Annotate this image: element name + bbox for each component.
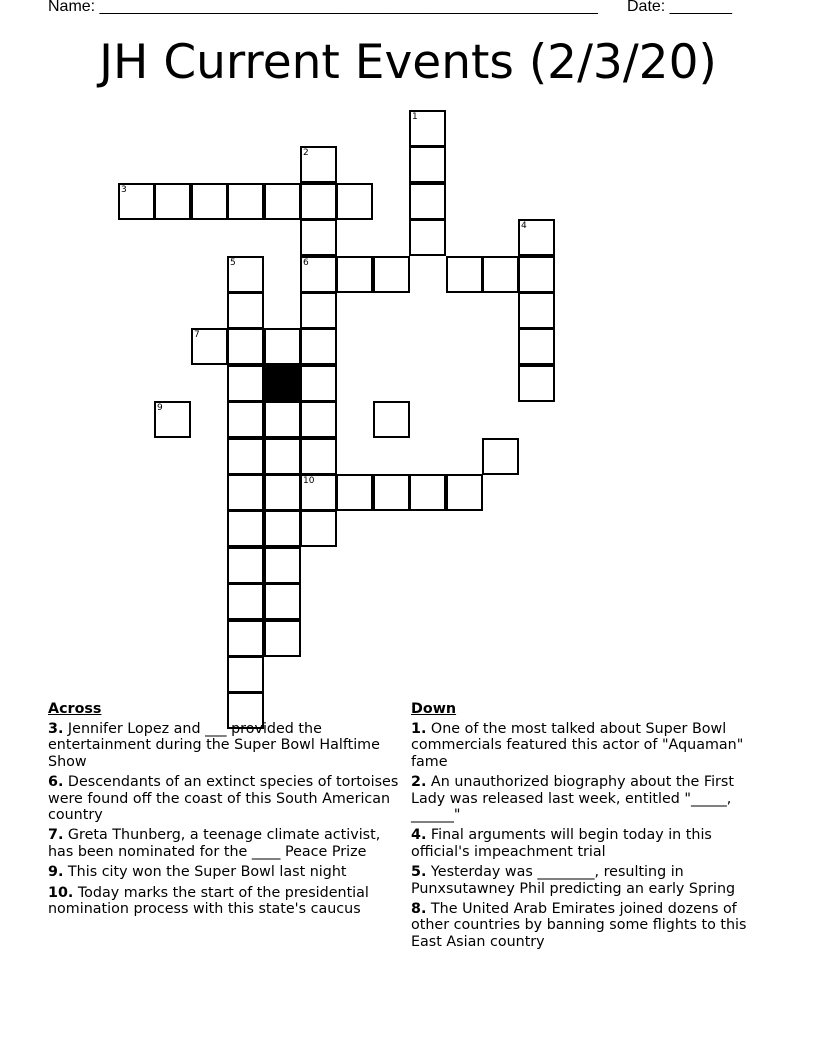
grid-cell[interactable] (118, 183, 155, 220)
grid-cell[interactable] (264, 183, 301, 220)
clue-number: 10. (48, 884, 74, 901)
grid-cell[interactable] (300, 438, 337, 475)
grid-cell[interactable] (446, 474, 483, 511)
clue-down-2 (411, 774, 771, 823)
grid-cell[interactable] (518, 292, 555, 329)
clue-number-label: 9 (157, 403, 163, 413)
grid-cell[interactable] (227, 365, 264, 402)
grid-cell[interactable] (300, 256, 337, 293)
grid-block (264, 365, 301, 402)
clue-text: Today marks the start of the presidential nomination process with this state's caucus (48, 884, 369, 918)
grid-cell[interactable] (373, 474, 410, 511)
grid-cell[interactable] (227, 474, 264, 511)
name-field-label: Name: ________________________________________________________ (48, 0, 598, 15)
grid-cell[interactable] (300, 401, 337, 438)
clue-text: This city won the Super Bowl last night (63, 864, 347, 881)
grid-cell[interactable] (336, 256, 373, 293)
grid-cell[interactable] (227, 401, 264, 438)
clue-text: One of the most talked about Super Bowl commercials featured this actor of "Aquaman" fame (411, 721, 744, 770)
grid-cell[interactable] (227, 256, 264, 293)
grid-cell[interactable] (227, 438, 264, 475)
grid-cell[interactable] (300, 146, 337, 183)
grid-cell[interactable] (518, 328, 555, 365)
grid-cell[interactable] (336, 474, 373, 511)
clue-across-3 (48, 721, 408, 770)
clue-number: 8. (411, 901, 427, 918)
grid-cell[interactable] (300, 183, 337, 220)
grid-cell[interactable] (264, 510, 301, 547)
grid-cell[interactable] (518, 219, 555, 256)
grid-cell[interactable] (373, 401, 410, 438)
clue-number-label: 7 (194, 330, 200, 340)
clue-number: 7. (48, 827, 64, 844)
down-heading: Down (411, 701, 457, 717)
grid-cell[interactable] (264, 328, 301, 365)
clue-number: 3. (48, 721, 64, 737)
clue-down-4 (411, 827, 771, 860)
grid-cell[interactable] (264, 401, 301, 438)
clue-text: Final arguments will begin today in this official's impeachment trial (411, 827, 712, 860)
grid-cell[interactable] (409, 110, 446, 147)
grid-cell[interactable] (227, 656, 264, 693)
page-title: JH Current Events (2/3/20) (99, 35, 717, 90)
clue-down-1 (411, 721, 771, 770)
grid-cell[interactable] (409, 474, 446, 511)
grid-cell[interactable] (154, 183, 191, 220)
grid-cell[interactable] (227, 510, 264, 547)
clue-number: 5. (411, 864, 427, 881)
grid-cell[interactable] (300, 510, 337, 547)
clue-text: Greta Thunberg, a teenage climate activist, has been nominated for the ____ Peace Prize (48, 827, 381, 860)
grid-cell[interactable] (336, 183, 373, 220)
clue-text: An unauthorized biography about the First Lady was released last week, entitled "_____, ______" (411, 774, 734, 824)
grid-cell[interactable] (409, 146, 446, 183)
grid-cell[interactable] (227, 328, 264, 365)
clue-number: 6. (48, 774, 64, 791)
clue-number: 1. (411, 721, 427, 737)
grid-cell[interactable] (154, 401, 191, 438)
grid-cell[interactable] (227, 547, 264, 584)
grid-cell[interactable] (300, 474, 337, 511)
clue-across-6 (48, 774, 408, 823)
clue-number: 4. (411, 827, 427, 844)
grid-cell[interactable] (264, 547, 301, 584)
clue-number: 2. (411, 774, 427, 791)
grid-cell[interactable] (300, 292, 337, 329)
grid-cell[interactable] (300, 219, 337, 256)
clue-across-10 (48, 885, 408, 918)
clue-across-9 (48, 864, 408, 880)
grid-cell[interactable] (191, 183, 228, 220)
across-clues (48, 701, 408, 921)
grid-cell[interactable] (518, 256, 555, 293)
grid-cell[interactable] (227, 292, 264, 329)
grid-cell[interactable] (409, 183, 446, 220)
grid-cell[interactable] (227, 583, 264, 620)
clue-text: Descendants of an extinct species of tortoises were found off the coast of this South American country (48, 774, 399, 824)
grid-cell[interactable] (264, 583, 301, 620)
clue-number-label: 2 (303, 148, 309, 158)
clue-across-7 (48, 827, 408, 860)
grid-cell[interactable] (482, 438, 519, 475)
clue-number-label: 4 (521, 221, 527, 231)
clue-down-5 (411, 864, 771, 897)
grid-cell[interactable] (264, 474, 301, 511)
grid-cell[interactable] (191, 328, 228, 365)
clue-number-label: 1 (412, 112, 418, 122)
clue-down-8 (411, 901, 771, 950)
clue-number-label: 3 (121, 185, 127, 195)
clue-number-label: 6 (303, 258, 309, 268)
grid-cell[interactable] (300, 328, 337, 365)
down-clues (411, 701, 771, 954)
grid-cell[interactable] (264, 438, 301, 475)
grid-cell[interactable] (518, 365, 555, 402)
clue-text: Yesterday was ________, resulting in Punxsutawney Phil predicting an early Spring (411, 864, 736, 897)
grid-cell[interactable] (482, 256, 519, 293)
grid-cell[interactable] (227, 183, 264, 220)
grid-cell[interactable] (409, 219, 446, 256)
grid-cell[interactable] (446, 256, 483, 293)
grid-cell[interactable] (227, 620, 264, 657)
grid-cell[interactable] (373, 256, 410, 293)
clue-number: 9. (48, 864, 64, 881)
clue-text: The United Arab Emirates joined dozens of other countries by banning some flights to this East Asian country (411, 901, 747, 950)
date-field-label: Date: _______ (627, 0, 732, 15)
clue-text: Jennifer Lopez and ___ provided the entertainment during the Super Bowl Halftime Show (48, 721, 380, 770)
clue-number-label: 10 (303, 476, 315, 486)
grid-cell[interactable] (300, 365, 337, 402)
clue-number-label: 5 (230, 258, 236, 268)
grid-cell[interactable] (264, 620, 301, 657)
across-heading: Across (48, 701, 102, 717)
